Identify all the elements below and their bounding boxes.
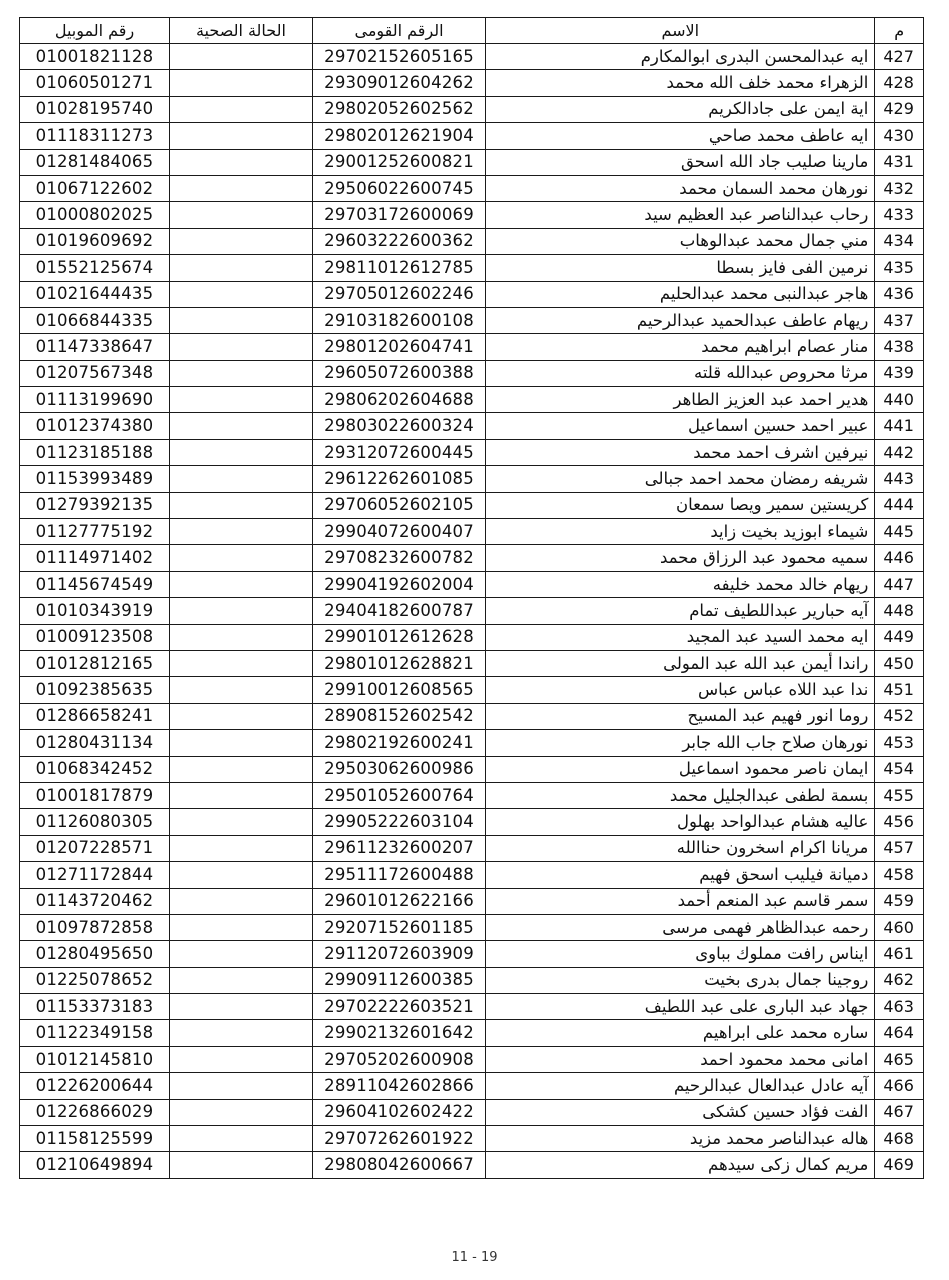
row-mobile: 01226866029 [20, 1099, 170, 1125]
row-national-id: 29703172600069 [312, 202, 485, 228]
row-health-status [170, 967, 313, 993]
row-number: 449 [875, 624, 924, 650]
row-national-id: 29705202600908 [312, 1046, 485, 1072]
row-number: 453 [875, 730, 924, 756]
row-national-id: 29309012604262 [312, 70, 485, 96]
row-national-id: 29207152601185 [312, 914, 485, 940]
row-number: 452 [875, 703, 924, 729]
row-mobile: 01279392135 [20, 492, 170, 518]
row-number: 428 [875, 70, 924, 96]
row-health-status [170, 1152, 313, 1178]
table-row [20, 730, 924, 756]
row-national-id: 29904192602004 [312, 571, 485, 597]
row-health-status [170, 149, 313, 175]
row-mobile: 01127775192 [20, 519, 170, 545]
row-mobile: 01019609692 [20, 228, 170, 254]
row-national-id: 29103182600108 [312, 307, 485, 333]
row-number: 457 [875, 835, 924, 861]
row-national-id: 29702222603521 [312, 994, 485, 1020]
table-row [20, 994, 924, 1020]
row-health-status [170, 1020, 313, 1046]
row-health-status [170, 202, 313, 228]
row-health-status [170, 809, 313, 835]
row-number: 460 [875, 914, 924, 940]
row-name: اية ايمن على جادالكريم [486, 96, 875, 122]
row-national-id: 29803022600324 [312, 413, 485, 439]
row-national-id: 29601012622166 [312, 888, 485, 914]
table-row [20, 1020, 924, 1046]
row-national-id: 29802052602562 [312, 96, 485, 122]
table-row [20, 571, 924, 597]
table-body [20, 44, 924, 1179]
row-name: هاله عبدالناصر محمد مزيد [486, 1126, 875, 1152]
row-health-status [170, 360, 313, 386]
table-row [20, 175, 924, 201]
row-health-status [170, 730, 313, 756]
table-row [20, 492, 924, 518]
row-name: ايناس رافت مملوك بباوى [486, 941, 875, 967]
row-number: 430 [875, 123, 924, 149]
row-name: سمر قاسم عبد المنعم أحمد [486, 888, 875, 914]
table-row [20, 70, 924, 96]
row-national-id: 29611232600207 [312, 835, 485, 861]
row-name: عاليه هشام عبدالواحد بهلول [486, 809, 875, 835]
row-mobile: 01012145810 [20, 1046, 170, 1072]
row-name: مريانا اكرام اسخرون حناالله [486, 835, 875, 861]
header-health-status: الحالة الصحية [170, 18, 313, 44]
row-mobile: 01153373183 [20, 994, 170, 1020]
row-name: هدير احمد عبد العزيز الطاهر [486, 387, 875, 413]
row-national-id: 29511172600488 [312, 862, 485, 888]
row-health-status [170, 571, 313, 597]
row-name: الزهراء محمد خلف الله محمد [486, 70, 875, 96]
row-mobile: 01097872858 [20, 914, 170, 940]
row-national-id: 29112072603909 [312, 941, 485, 967]
row-name: ايه عاطف محمد صاحي [486, 123, 875, 149]
row-national-id: 28908152602542 [312, 703, 485, 729]
row-national-id: 29901012612628 [312, 624, 485, 650]
row-health-status [170, 255, 313, 281]
row-name: آيه عادل عبدالعال عبدالرحيم [486, 1073, 875, 1099]
row-number: 435 [875, 255, 924, 281]
row-health-status [170, 281, 313, 307]
row-number: 450 [875, 650, 924, 676]
row-name: نورهان صلاح جاب الله جابر [486, 730, 875, 756]
row-national-id: 29801012628821 [312, 650, 485, 676]
row-name: نيرفين اشرف احمد محمد [486, 439, 875, 465]
row-health-status [170, 413, 313, 439]
table-row [20, 149, 924, 175]
row-mobile: 01153993489 [20, 466, 170, 492]
row-health-status [170, 44, 313, 70]
table-row [20, 598, 924, 624]
table-row [20, 862, 924, 888]
row-mobile: 01280431134 [20, 730, 170, 756]
table-row [20, 1099, 924, 1125]
row-national-id: 29603222600362 [312, 228, 485, 254]
row-health-status [170, 1073, 313, 1099]
roster-table [19, 17, 924, 1179]
table-row [20, 1152, 924, 1178]
row-number: 432 [875, 175, 924, 201]
row-health-status [170, 228, 313, 254]
row-health-status [170, 756, 313, 782]
row-mobile: 01009123508 [20, 624, 170, 650]
row-health-status [170, 175, 313, 201]
table-row [20, 519, 924, 545]
row-number: 434 [875, 228, 924, 254]
row-name: ساره محمد على ابراهيم [486, 1020, 875, 1046]
row-health-status [170, 914, 313, 940]
row-name: آيه حبارير عبداللطيف تمام [486, 598, 875, 624]
header-name: الاسم [486, 18, 875, 44]
row-number: 454 [875, 756, 924, 782]
header-num: م [875, 18, 924, 44]
header-row [20, 18, 924, 44]
row-national-id: 29902132601642 [312, 1020, 485, 1046]
table-row [20, 255, 924, 281]
row-mobile: 01122349158 [20, 1020, 170, 1046]
row-number: 461 [875, 941, 924, 967]
row-number: 459 [875, 888, 924, 914]
table-row [20, 1046, 924, 1072]
row-national-id: 29503062600986 [312, 756, 485, 782]
header-mobile: رقم الموبيل [20, 18, 170, 44]
row-national-id: 29605072600388 [312, 360, 485, 386]
row-mobile: 01552125674 [20, 255, 170, 281]
row-name: مارينا صليب جاد الله اسحق [486, 149, 875, 175]
row-health-status [170, 1046, 313, 1072]
table-row [20, 123, 924, 149]
row-name: مريم كمال زكى سيدهم [486, 1152, 875, 1178]
table-row [20, 888, 924, 914]
row-health-status [170, 96, 313, 122]
row-national-id: 29802192600241 [312, 730, 485, 756]
row-number: 439 [875, 360, 924, 386]
row-number: 446 [875, 545, 924, 571]
row-name: روما انور فهيم عبد المسيح [486, 703, 875, 729]
row-name: روجينا جمال بدرى بخيت [486, 967, 875, 993]
row-mobile: 01280495650 [20, 941, 170, 967]
row-name: نورهان محمد السمان محمد [486, 175, 875, 201]
table-row [20, 96, 924, 122]
row-national-id: 29801202604741 [312, 334, 485, 360]
table-row [20, 360, 924, 386]
page-number: 11 - 19 [451, 1250, 498, 1265]
row-mobile: 01226200644 [20, 1073, 170, 1099]
table-row [20, 782, 924, 808]
table-row [20, 677, 924, 703]
row-mobile: 01207567348 [20, 360, 170, 386]
table-row [20, 334, 924, 360]
row-mobile: 01286658241 [20, 703, 170, 729]
row-mobile: 01158125599 [20, 1126, 170, 1152]
row-number: 442 [875, 439, 924, 465]
row-health-status [170, 387, 313, 413]
row-mobile: 01028195740 [20, 96, 170, 122]
row-health-status [170, 307, 313, 333]
row-health-status [170, 782, 313, 808]
row-national-id: 29001252600821 [312, 149, 485, 175]
row-mobile: 01060501271 [20, 70, 170, 96]
table-row [20, 941, 924, 967]
row-number: 465 [875, 1046, 924, 1072]
row-mobile: 01126080305 [20, 809, 170, 835]
row-national-id: 29904072600407 [312, 519, 485, 545]
row-health-status [170, 835, 313, 861]
row-number: 467 [875, 1099, 924, 1125]
row-number: 458 [875, 862, 924, 888]
row-name: سميه محمود عبد الرزاق محمد [486, 545, 875, 571]
row-mobile: 01012374380 [20, 413, 170, 439]
row-mobile: 01210649894 [20, 1152, 170, 1178]
row-number: 447 [875, 571, 924, 597]
row-national-id: 29708232600782 [312, 545, 485, 571]
row-number: 462 [875, 967, 924, 993]
row-number: 440 [875, 387, 924, 413]
row-name: كريستين سمير ويصا سمعان [486, 492, 875, 518]
table-row [20, 703, 924, 729]
row-health-status [170, 703, 313, 729]
row-health-status [170, 1126, 313, 1152]
row-name: امانى محمد محمود احمد [486, 1046, 875, 1072]
row-number: 431 [875, 149, 924, 175]
row-national-id: 29501052600764 [312, 782, 485, 808]
table-row [20, 439, 924, 465]
row-number: 451 [875, 677, 924, 703]
row-number: 469 [875, 1152, 924, 1178]
row-mobile: 01067122602 [20, 175, 170, 201]
row-health-status [170, 545, 313, 571]
row-national-id: 29905222603104 [312, 809, 485, 835]
row-name: منار عصام ابراهيم محمد [486, 334, 875, 360]
row-name: مرثا محروص عبدالله قلته [486, 360, 875, 386]
row-number: 468 [875, 1126, 924, 1152]
row-number: 438 [875, 334, 924, 360]
table-row [20, 281, 924, 307]
table-row [20, 307, 924, 333]
row-national-id: 29910012608565 [312, 677, 485, 703]
table-row [20, 967, 924, 993]
table-row [20, 545, 924, 571]
row-number: 436 [875, 281, 924, 307]
row-name: مني جمال محمد عبدالوهاب [486, 228, 875, 254]
row-mobile: 01010343919 [20, 598, 170, 624]
row-mobile: 01225078652 [20, 967, 170, 993]
row-name: رحاب عبدالناصر عبد العظيم سيد [486, 202, 875, 228]
row-health-status [170, 1099, 313, 1125]
row-national-id: 29312072600445 [312, 439, 485, 465]
table-row [20, 835, 924, 861]
row-mobile: 01114971402 [20, 545, 170, 571]
row-name: شريفه رمضان محمد احمد جبالى [486, 466, 875, 492]
row-number: 429 [875, 96, 924, 122]
row-number: 443 [875, 466, 924, 492]
row-health-status [170, 519, 313, 545]
row-mobile: 01147338647 [20, 334, 170, 360]
table-row [20, 44, 924, 70]
row-national-id: 29702152605165 [312, 44, 485, 70]
row-name: جهاد عبد البارى على عبد اللطيف [486, 994, 875, 1020]
table-row [20, 387, 924, 413]
row-national-id: 29707262601922 [312, 1126, 485, 1152]
row-national-id: 29612262601085 [312, 466, 485, 492]
row-health-status [170, 650, 313, 676]
row-mobile: 01123185188 [20, 439, 170, 465]
row-mobile: 01207228571 [20, 835, 170, 861]
row-name: ايه محمد السيد عبد المجيد [486, 624, 875, 650]
row-name: هاجر عبدالنبى محمد عبدالحليم [486, 281, 875, 307]
table-row [20, 809, 924, 835]
row-mobile: 01145674549 [20, 571, 170, 597]
row-mobile: 01001817879 [20, 782, 170, 808]
row-mobile: 01118311273 [20, 123, 170, 149]
row-mobile: 01000802025 [20, 202, 170, 228]
row-mobile: 01143720462 [20, 888, 170, 914]
table-row [20, 1073, 924, 1099]
row-health-status [170, 466, 313, 492]
row-health-status [170, 492, 313, 518]
row-number: 445 [875, 519, 924, 545]
row-mobile: 01113199690 [20, 387, 170, 413]
row-number: 437 [875, 307, 924, 333]
row-mobile: 01092385635 [20, 677, 170, 703]
table-row [20, 914, 924, 940]
row-name: ريهام عاطف عبدالحميد عبدالرحيم [486, 307, 875, 333]
row-national-id: 29404182600787 [312, 598, 485, 624]
table-row [20, 650, 924, 676]
row-number: 448 [875, 598, 924, 624]
row-number: 463 [875, 994, 924, 1020]
row-health-status [170, 862, 313, 888]
row-number: 455 [875, 782, 924, 808]
row-health-status [170, 888, 313, 914]
row-name: ايمان ناصر محمود اسماعيل [486, 756, 875, 782]
row-health-status [170, 624, 313, 650]
row-health-status [170, 123, 313, 149]
row-health-status [170, 941, 313, 967]
row-name: راندا أيمن عبد الله عبد المولى [486, 650, 875, 676]
row-national-id: 29705012602246 [312, 281, 485, 307]
row-health-status [170, 70, 313, 96]
row-national-id: 29506022600745 [312, 175, 485, 201]
table-row [20, 756, 924, 782]
row-national-id: 28911042602866 [312, 1073, 485, 1099]
row-mobile: 01012812165 [20, 650, 170, 676]
row-name: دميانة فيليب اسحق فهيم [486, 862, 875, 888]
row-mobile: 01001821128 [20, 44, 170, 70]
row-name: ندا عبد اللاه عباس عباس [486, 677, 875, 703]
row-name: رحمه عبدالظاهر فهمى مرسى [486, 914, 875, 940]
row-name: نرمين الفى فايز بسطا [486, 255, 875, 281]
row-mobile: 01021644435 [20, 281, 170, 307]
row-name: ريهام خالد محمد خليفه [486, 571, 875, 597]
row-number: 444 [875, 492, 924, 518]
row-name: ايه عبدالمحسن البدرى ابوالمكارم [486, 44, 875, 70]
row-mobile: 01068342452 [20, 756, 170, 782]
table-row [20, 624, 924, 650]
row-health-status [170, 598, 313, 624]
row-mobile: 01281484065 [20, 149, 170, 175]
row-health-status [170, 994, 313, 1020]
row-national-id: 29909112600385 [312, 967, 485, 993]
row-number: 433 [875, 202, 924, 228]
row-national-id: 29604102602422 [312, 1099, 485, 1125]
row-national-id: 29802012621904 [312, 123, 485, 149]
row-mobile: 01271172844 [20, 862, 170, 888]
header-national-id: الرقم القومى [312, 18, 485, 44]
row-health-status [170, 334, 313, 360]
row-name: عبير احمد حسين اسماعيل [486, 413, 875, 439]
row-number: 464 [875, 1020, 924, 1046]
row-health-status [170, 439, 313, 465]
row-number: 466 [875, 1073, 924, 1099]
table-row [20, 228, 924, 254]
row-name: شيماء ابوزيد بخيت زايد [486, 519, 875, 545]
row-national-id: 29811012612785 [312, 255, 485, 281]
table-row [20, 202, 924, 228]
table-row [20, 1126, 924, 1152]
row-national-id: 29806202604688 [312, 387, 485, 413]
row-national-id: 29808042600667 [312, 1152, 485, 1178]
row-mobile: 01066844335 [20, 307, 170, 333]
row-health-status [170, 677, 313, 703]
row-number: 441 [875, 413, 924, 439]
row-national-id: 29706052602105 [312, 492, 485, 518]
row-name: الفت فؤاد حسين كشكى [486, 1099, 875, 1125]
table-row [20, 413, 924, 439]
row-name: بسمة لطفى عبدالجليل محمد [486, 782, 875, 808]
row-number: 427 [875, 44, 924, 70]
table-row [20, 466, 924, 492]
row-number: 456 [875, 809, 924, 835]
